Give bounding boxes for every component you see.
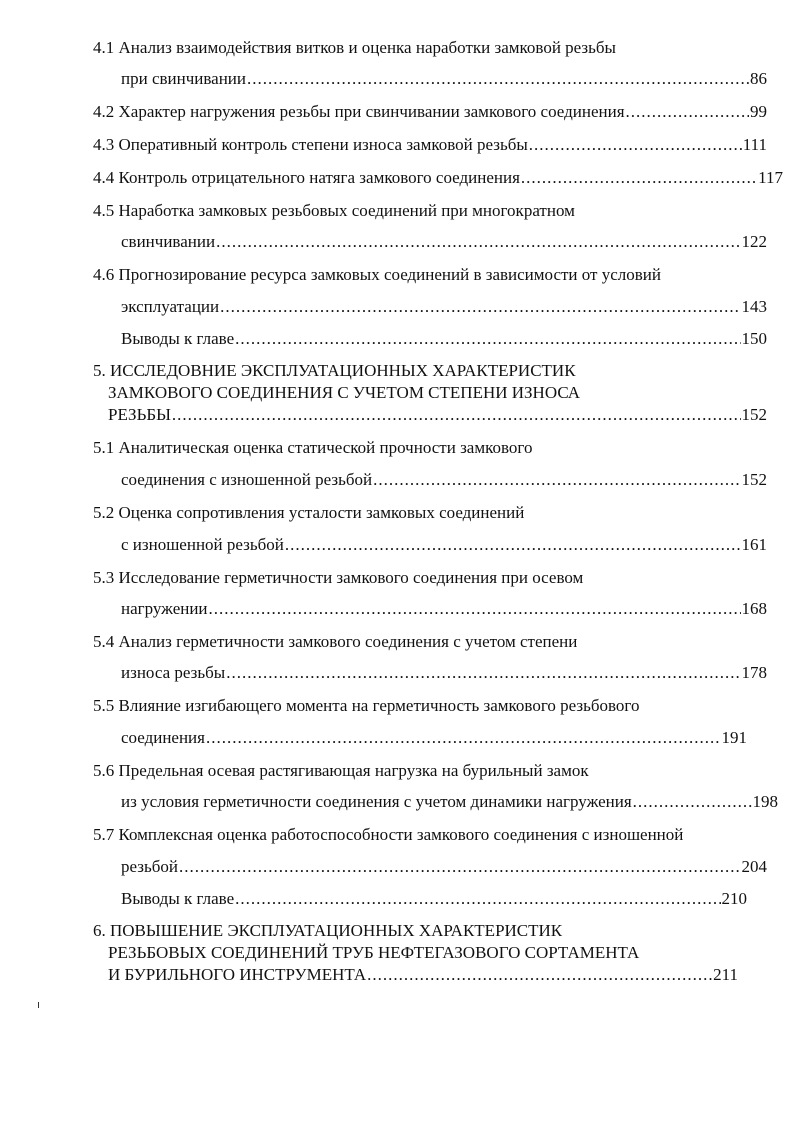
toc-entry-4-3[interactable] (93, 134, 767, 156)
page-number: 168 (741, 599, 767, 618)
toc-entry-label: И БУРИЛЬНОГО ИНСТРУМЕНТА (108, 965, 367, 984)
toc-entry-label: Выводы к главе (121, 329, 235, 348)
chapter-6-heading-line-1: 6. ПОВЫШЕНИЕ ЭКСПЛУАТАЦИОННЫХ ХАРАКТЕРИСТИК (93, 921, 563, 940)
page-number: 210 (721, 889, 747, 908)
toc-entry-label: 4.4 Контроль отрицательного натяга замкового соединения (93, 168, 520, 187)
toc-entry-5-5[interactable] (121, 727, 747, 749)
page-number: 86 (750, 69, 767, 88)
toc-entry-label: из условия герметичности соединения с учетом динамики нагружения (121, 792, 632, 811)
dot-leader (285, 534, 741, 556)
toc-entry-5-1[interactable] (121, 469, 767, 491)
dot-leader (235, 888, 720, 910)
toc-entry-4-4[interactable] (93, 167, 783, 189)
page-number: 198 (752, 792, 778, 811)
page-number: 161 (741, 535, 767, 554)
chapter-6-heading-line-2: РЕЗЬБОВЫХ СОЕДИНЕНИЙ ТРУБ НЕФТЕГАЗОВОГО СОРТАМЕНТА (108, 943, 640, 962)
page-number: 211 (713, 965, 738, 984)
toc-entry-label: с изношенной резьбой (121, 535, 284, 554)
toc-entry-5-4[interactable] (121, 662, 767, 684)
page-number: 178 (741, 663, 767, 682)
toc-entry-5-2-title: 5.2 Оценка сопротивления усталости замковых соединений (93, 503, 525, 522)
page-number: 111 (742, 135, 767, 154)
page-number: 152 (741, 470, 767, 489)
dot-leader (529, 134, 742, 156)
dot-leader (172, 404, 741, 426)
toc-entry-label: нагружении (121, 599, 208, 618)
toc-entry-4-1[interactable] (121, 68, 767, 90)
toc-entry-5-2[interactable] (121, 534, 767, 556)
toc-entry-label: РЕЗЬБЫ (108, 405, 171, 424)
toc-entry-label: эксплуатации (121, 297, 220, 316)
dot-leader (179, 856, 741, 878)
toc-entry-5-7-title: 5.7 Комплексная оценка работоспособности замкового соединения с изношенной (93, 825, 684, 844)
dot-leader (226, 662, 740, 684)
chapter-5-heading-line-1: 5. ИССЛЕДОВНИЕ ЭКСПЛУАТАЦИОННЫХ ХАРАКТЕРИСТИК (93, 361, 576, 380)
toc-entry-5-3-title: 5.3 Исследование герметичности замкового соединения при осевом (93, 568, 584, 587)
dot-leader (220, 296, 740, 318)
dot-leader (247, 68, 749, 90)
dot-leader (626, 101, 749, 123)
page-number: 143 (741, 297, 767, 316)
toc-entry-4-6[interactable] (121, 296, 767, 318)
page-number: 191 (721, 728, 747, 747)
toc-entry-conclusions-5[interactable] (121, 888, 747, 910)
page-number: 122 (741, 232, 767, 251)
dot-leader (521, 167, 757, 189)
toc-entry-label: 4.2 Характер нагружения резьбы при свинчивании замкового соединения (93, 102, 625, 121)
toc-entry-label: соединения с изношенной резьбой (121, 470, 373, 489)
toc-entry-label: износа резьбы (121, 663, 226, 682)
toc-entry-4-2[interactable] (93, 101, 767, 123)
page-number: 117 (758, 168, 783, 187)
toc-entry-5-6-title: 5.6 Предельная осевая растягивающая нагрузка на бурильный замок (93, 761, 589, 780)
dot-leader (235, 328, 740, 350)
toc-entry-5-5-title: 5.5 Влияние изгибающего момента на герметичность замкового резьбового (93, 696, 640, 715)
toc-entry-5-3[interactable] (121, 598, 767, 620)
dot-leader (216, 231, 740, 253)
dot-leader (633, 791, 752, 813)
toc-entry-label: резьбой (121, 857, 178, 876)
toc-entry-label: при свинчивании (121, 69, 247, 88)
toc-entry-4-1-title: 4.1 Анализ взаимодействия витков и оценка наработки замковой резьбы (93, 38, 616, 57)
toc-entry-chapter-6[interactable] (108, 964, 738, 986)
toc-entry-label: 4.3 Оперативный контроль степени износа замковой резьбы (93, 135, 528, 154)
toc-entry-4-6-title: 4.6 Прогнозирование ресурса замковых соединений в зависимости от условий (93, 265, 661, 284)
toc-entry-conclusions-4[interactable] (121, 328, 767, 350)
scan-speck (38, 1002, 39, 1008)
page-number: 99 (750, 102, 767, 121)
toc-entry-5-4-title: 5.4 Анализ герметичности замкового соединения с учетом степени (93, 632, 578, 651)
toc-entry-chapter-5[interactable] (108, 404, 767, 426)
toc-entry-5-1-title: 5.1 Аналитическая оценка статической прочности замкового (93, 438, 533, 457)
dot-leader (209, 598, 741, 620)
toc-entry-label: Выводы к главе (121, 889, 235, 908)
page-number: 204 (741, 857, 767, 876)
dot-leader (367, 964, 712, 986)
toc-entry-label: свинчивании (121, 232, 216, 251)
dot-leader (373, 469, 740, 491)
page-number: 150 (741, 329, 767, 348)
toc-entry-5-6[interactable] (121, 791, 778, 813)
page-number: 152 (741, 405, 767, 424)
toc-entry-4-5[interactable] (121, 231, 767, 253)
toc-entry-5-7[interactable] (121, 856, 767, 878)
chapter-5-heading-line-2: ЗАМКОВОГО СОЕДИНЕНИЯ С УЧЕТОМ СТЕПЕНИ ИЗНОСА (108, 383, 581, 402)
toc-entry-label: соединения (121, 728, 205, 747)
dot-leader (206, 727, 721, 749)
toc-entry-4-5-title: 4.5 Наработка замковых резьбовых соединений при многократном (93, 201, 575, 220)
